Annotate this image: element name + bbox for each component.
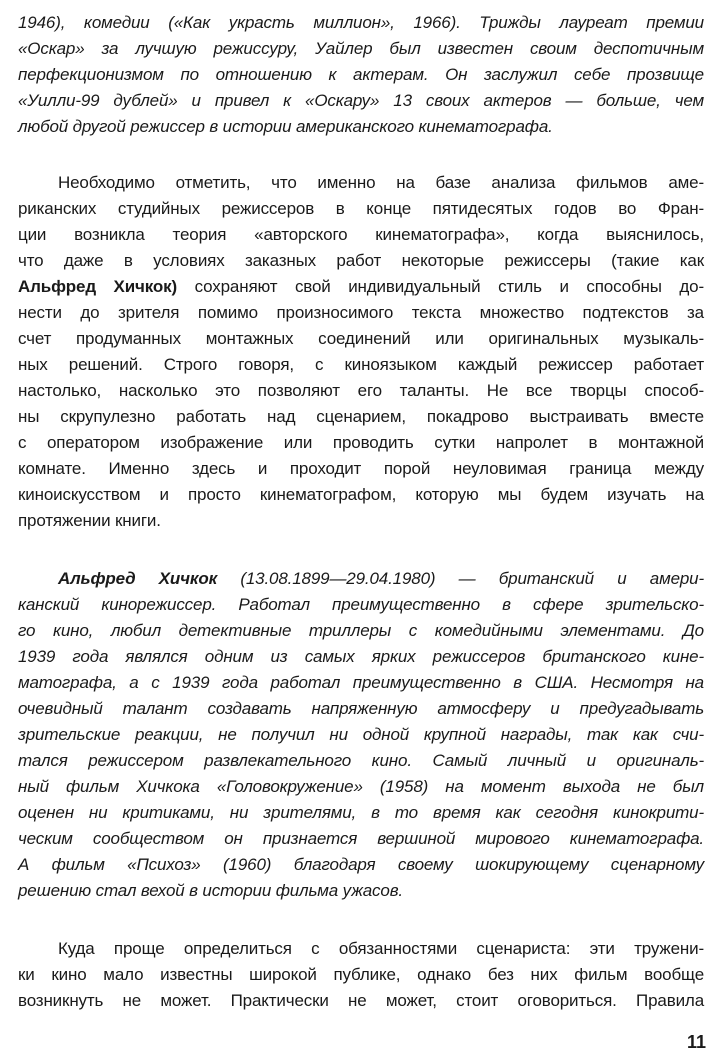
text-line: «Уилли-99 дублей» и привел к «Оскару» 13 своих актеров — больше, чем (18, 91, 704, 110)
text-line: настолько, насколько это позволяют его таланты. Не все творцы способ- (18, 381, 704, 400)
text-line: счет продуманных монтажных соединений или оригинальных музыкаль- (18, 329, 704, 348)
text-line: комнате. Именно здесь и проходит порой неуловимая граница между (18, 459, 704, 478)
text-line: оценен ни критиками, ни зрителями, в то время как сегодня кинокрити- (18, 803, 704, 822)
text-line (58, 566, 704, 592)
bold-name: Альфред Хичкок (58, 569, 218, 588)
text-span: сохраняют свой индивидуальный стиль и способны до- (177, 277, 704, 296)
text-line: ны скрупулезно работать над сценарием, покадрово выстраивать вместе (18, 407, 704, 426)
text-line: риканских студийных режиссеров в конце пятидесятых годов во Фран- (18, 199, 704, 218)
text-line: 1946), комедии («Как украсть миллион», 1966). Трижды лауреат премии (18, 13, 704, 32)
text-line: ческим сообществом он признается вершиной мирового кинематографа. (18, 829, 704, 848)
text-line: ки кино мало известны широкой публике, однако без них фильм вообще (18, 965, 704, 984)
text-span: (13.08.1899—29.04.1980) — британский и амери- (217, 569, 705, 588)
text-line: тался режиссером развлекательного кино. Самый личный и оригиналь- (18, 751, 704, 770)
text-line: любой другой режиссер в истории американского кинематографа. (18, 117, 553, 136)
text-line: зрительские реакции, не получил ни одной крупной награды, так как счи- (18, 725, 704, 744)
text-line: канский кинорежиссер. Работал преимущественно в сфере зрительско- (18, 595, 704, 614)
text-line: А фильм «Психоз» (1960) благодаря своему шокирующему сценарному (18, 855, 704, 874)
text-line (18, 274, 704, 300)
text-line: что даже в условиях заказных работ некоторые режиссеры (такие как (18, 251, 704, 270)
text-line: протяжении книги. (18, 511, 161, 530)
text-line: решению стал вехой в истории фильма ужасов. (18, 881, 404, 900)
text-line: 1939 года являлся одним из самых ярких режиссеров британского кине- (18, 647, 704, 666)
text-line: «Оскар» за лучшую режиссуру, Уайлер был известен своим деспотичным (18, 39, 704, 58)
page-number: 11 (686, 1032, 706, 1052)
bold-name: Альфред Хичкок) (18, 277, 178, 296)
text-line: возникнуть не может. Практически не может, стоит оговориться. Правила (18, 991, 704, 1010)
text-line: го кино, любил детективные триллеры с комедийными элементами. До (18, 621, 704, 640)
text-line: очевидный талант создавать напряженную атмосферу и предугадывать (18, 699, 704, 718)
text-line: ции возникла теория «авторского кинематографа», когда выяснилось, (18, 225, 704, 244)
text-line: перфекционизмом по отношению к актерам. Он заслужил себе прозвище (18, 65, 704, 84)
text-line: с оператором изображение или проводить сутки напролет в монтажной (18, 433, 704, 452)
text-line: матографа, а с 1939 года работал преимущественно в США. Несмотря на (18, 673, 704, 692)
text-line: киноискусством и просто кинематографом, которую мы будем изучать на (18, 485, 704, 504)
text-line: ный фильм Хичкока «Головокружение» (1958) на момент выхода не был (18, 777, 704, 796)
text-line: нести до зрителя помимо произносимого текста множество подтекстов за (18, 303, 704, 322)
text-line: ных решений. Строго говоря, с киноязыком каждый режиссер работает (18, 355, 704, 374)
text-line: Необходимо отметить, что именно на базе анализа фильмов аме- (58, 173, 704, 192)
text-line: Куда проще определиться с обязанностями сценариста: эти тружени- (58, 939, 704, 958)
